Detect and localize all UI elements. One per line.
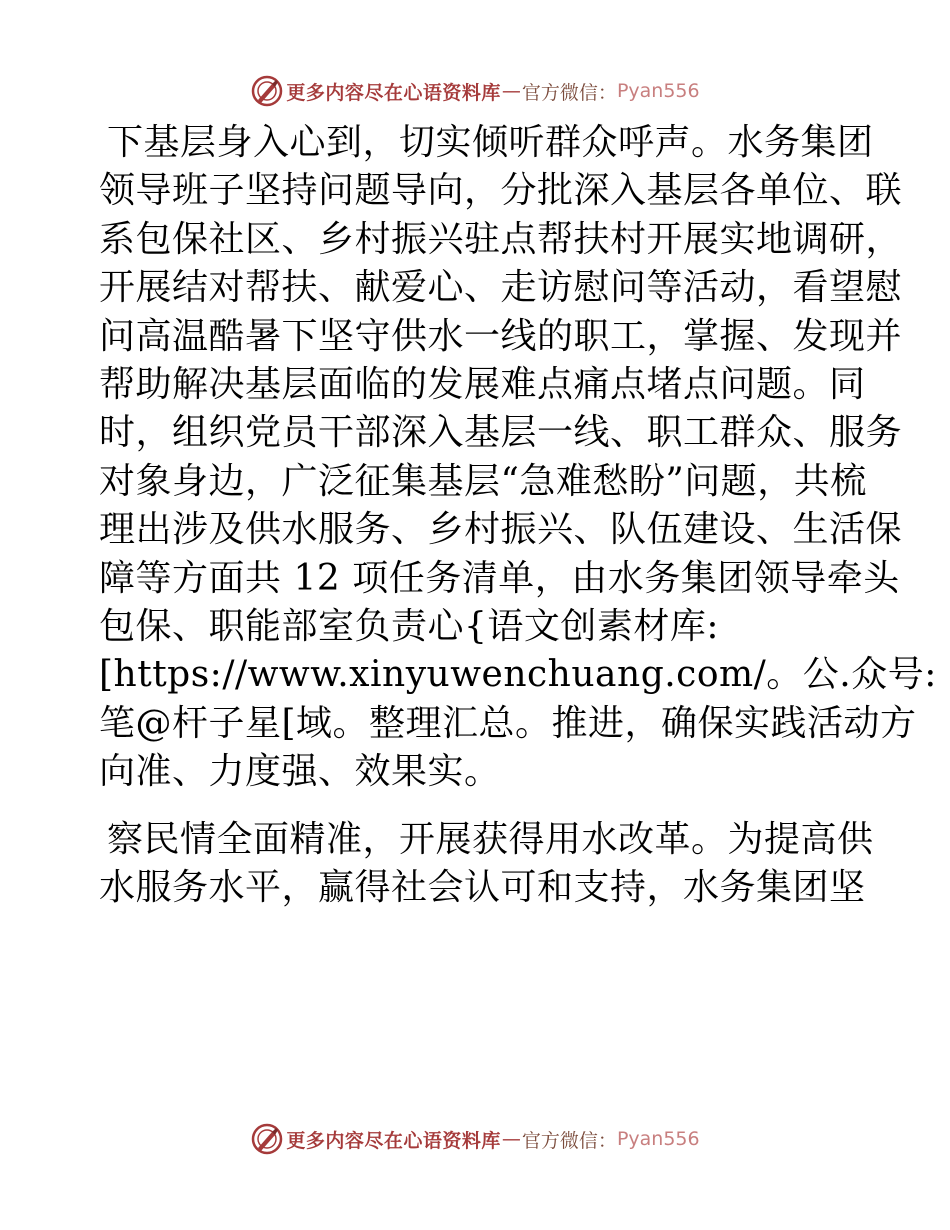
banner-wechat-id: Pyan556: [616, 80, 700, 102]
header-watermark-banner: [0, 71, 950, 111]
document-body: [99, 119, 937, 913]
text-line: 系包保社区、乡村振兴驻点帮扶村开展实地调研，: [99, 218, 903, 260]
text-line: 对象身边，广泛征集基层“急难愁盼”问题，共梳: [99, 460, 867, 502]
banner-wechat-id: Pyan556: [616, 1128, 700, 1150]
banner-dash: —: [501, 1128, 521, 1150]
text-line: 时，组织党员干部深入基层一线、职工群众、服务: [99, 412, 903, 454]
text-line: 障等方面共 12 项任务清单，由水务集团领导牵头: [99, 557, 900, 599]
banner-dash: —: [501, 80, 521, 102]
text-line: 帮助解决基层面临的发展难点痛点堵点问题。同: [99, 364, 866, 406]
text-line: 包保、职能部室负责心{语文创素材库:: [99, 606, 720, 648]
text-line: 领导班子坚持问题导向，分批深入基层各单位、联: [99, 170, 903, 212]
banner-main-text: 更多内容尽在心语资料库: [286, 81, 501, 104]
text-line: [https://www.xinyuwenchuang.com/。公.众号:: [99, 654, 937, 696]
pen-logo-icon: [250, 74, 284, 108]
text-line: 笔@杆子星[域。整理汇总。推进，确保实践活动方: [99, 702, 917, 744]
banner-wechat-label: 官方微信：: [521, 81, 617, 104]
text-line: 向准、力度强、效果实。: [99, 751, 501, 793]
banner-main-text: 更多内容尽在心语资料库: [286, 1129, 501, 1152]
text-line: 开展结对帮扶、献爱心、走访慰问等活动，看望慰: [99, 267, 903, 309]
text-line: 理出涉及供水服务、乡村振兴、队伍建设、生活保: [99, 509, 903, 551]
text-line: 下基层身入心到，切实倾听群众呼声。水务集团: [107, 122, 874, 163]
footer-watermark-banner: [0, 1119, 950, 1159]
text-line: 水服务水平，赢得社会认可和支持，水务集团坚: [99, 867, 866, 909]
text-line: 察民情全面精准，开展获得用水改革。为提高供: [107, 818, 874, 860]
text-line: 问高温酷暑下坚守供水一线的职工，掌握、发现并: [99, 315, 903, 357]
banner-wechat-label: 官方微信：: [521, 1129, 617, 1152]
paragraph-1: [99, 119, 937, 797]
pen-logo-icon: [250, 1122, 284, 1156]
paragraph-2: [99, 816, 874, 913]
